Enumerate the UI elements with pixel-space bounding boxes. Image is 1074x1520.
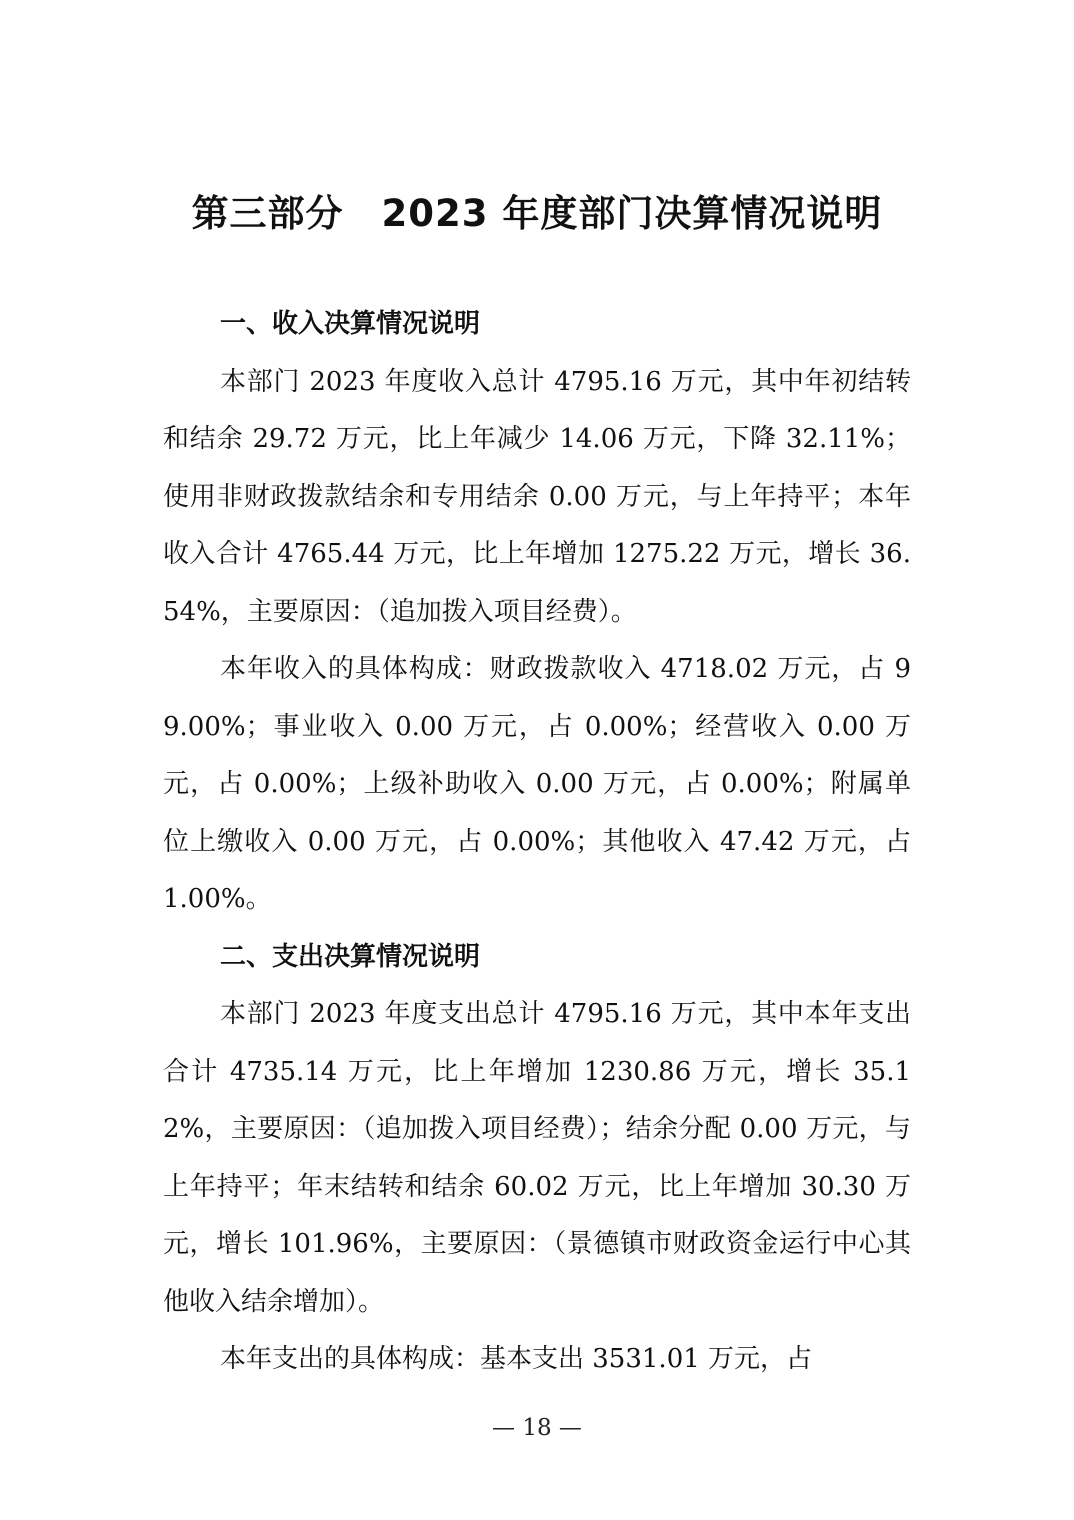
expenditure-section: [163, 929, 911, 1389]
expenditure-summary-paragraph: 本部门 2023 年度支出总计 4795.16 万元，其中本年支出合计 4735.14 万元，比上年增加 1230.86 万元，增长 35.12%，主要原因：（追加拨入项目经费）；结余分配 0.00 万元，与上年持平；年末结转和结余 60.02 万元，比上年增加 30.30 万元，增长 101.96%，主要原因：（景德镇市财政资金运行中心其他收入结余增加）。: [163, 999, 911, 1317]
income-composition-paragraph: 本年收入的具体构成：财政拨款收入 4718.02 万元，占 99.00%；事业收入 0.00 万元，占 0.00%；经营收入 0.00 万元，占 0.00%；上级补助收入 0.00 万元，占 0.00%；附属单位上缴收入 0.00 万元，占 0.00%；其他收入 47.42 万元，占 1.00%。: [163, 654, 911, 914]
expenditure-section-heading: 二、支出决算情况说明: [220, 941, 481, 972]
income-section-heading: 一、收入决算情况说明: [220, 309, 481, 339]
income-summary-paragraph: 本部门 2023 年度收入总计 4795.16 万元，其中年初结转和结余 29.72 万元，比上年减少 14.06 万元，下降 32.11%；使用非财政拨款结余和专用结余 0.00 万元，与上年持平；本年收入合计 4765.44 万元，比上年增加 1275.22 万元，增长 36.54%，主要原因：（追加拨入项目经费）。: [163, 366, 911, 627]
document-body: [163, 296, 911, 1389]
income-section: [163, 296, 911, 929]
page-number: — 18 —: [492, 1415, 582, 1441]
page-title: 第三部分 2023 年度部门决算情况说明: [191, 192, 883, 235]
expenditure-composition-paragraph: 本年支出的具体构成：基本支出 3531.01 万元，占: [220, 1344, 813, 1374]
